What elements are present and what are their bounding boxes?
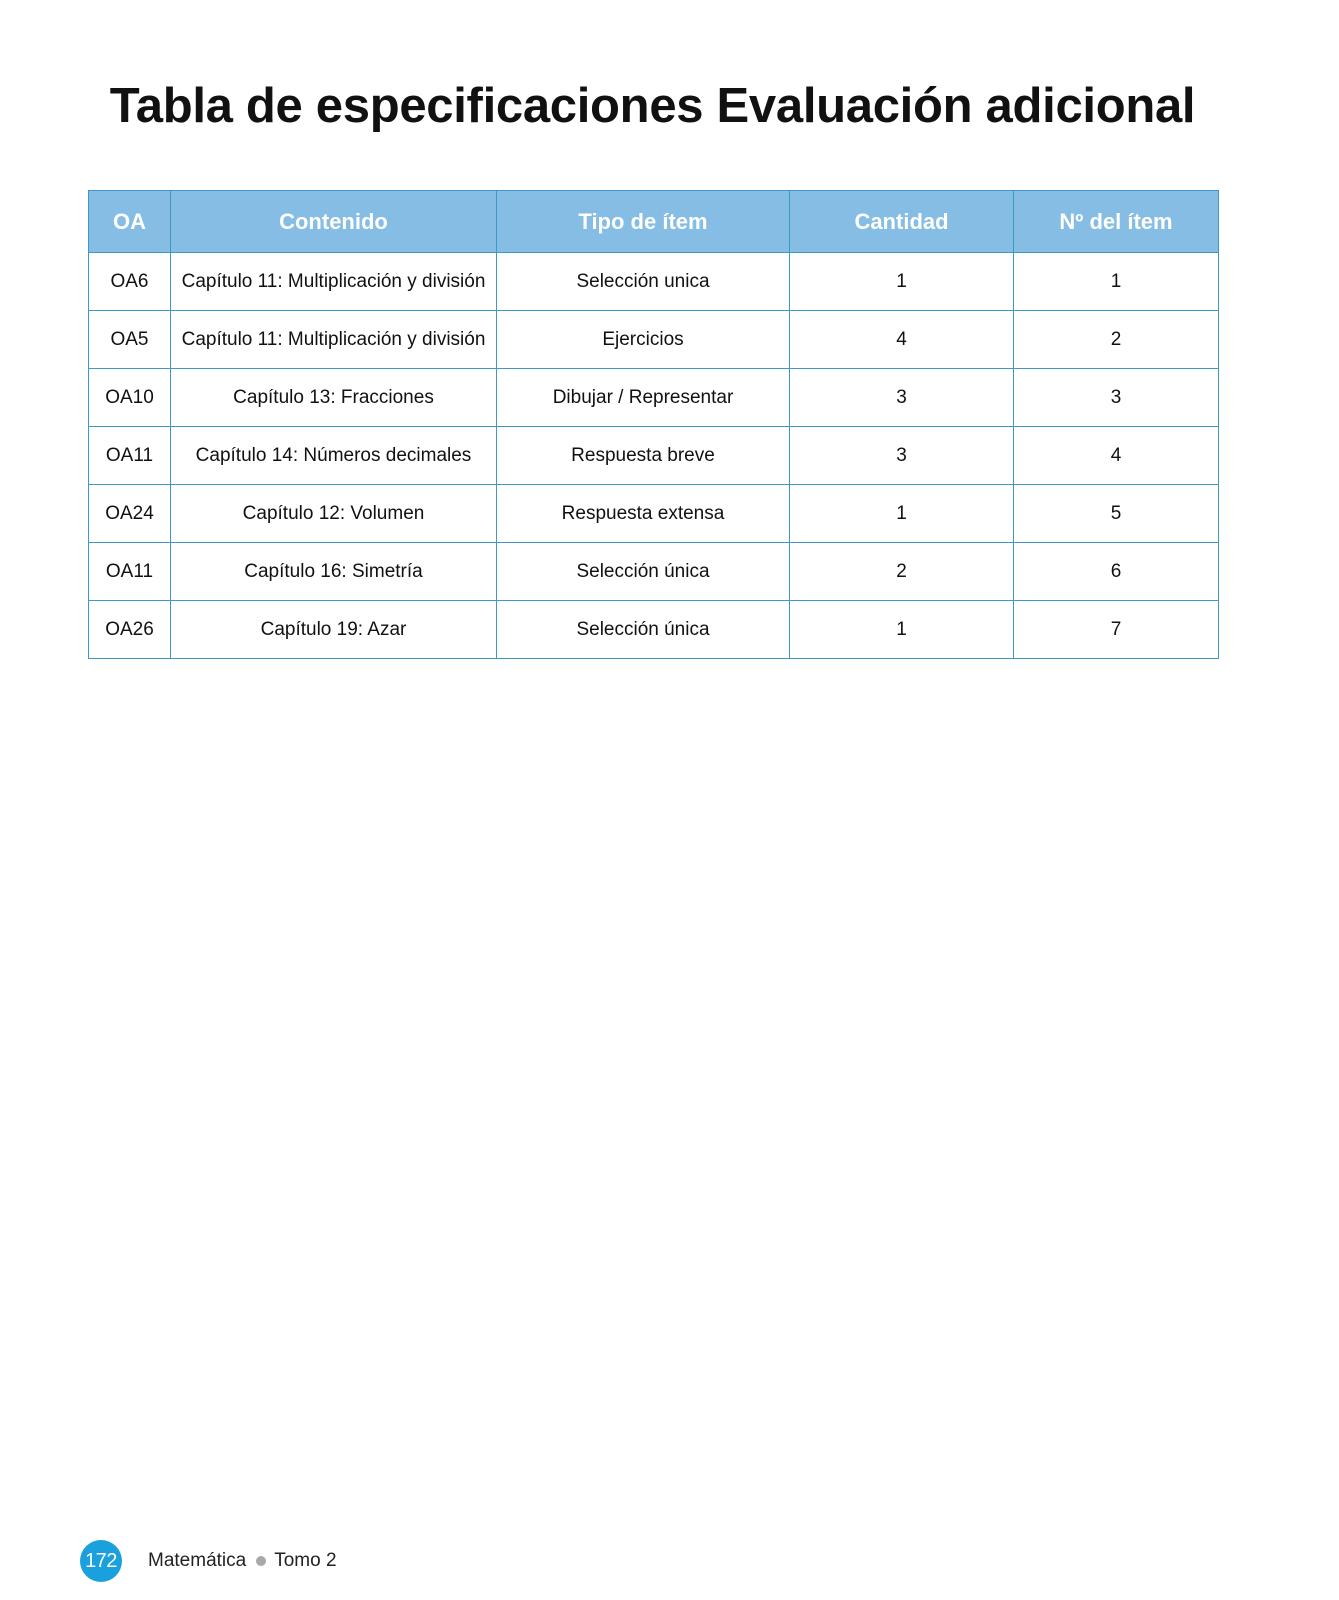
cell-contenido: Capítulo 12: Volumen bbox=[171, 485, 497, 543]
table-row bbox=[89, 543, 1219, 601]
column-header-cantidad: Cantidad bbox=[790, 191, 1014, 253]
cell-tipo-de-item: Selección única bbox=[497, 601, 790, 659]
cell-numero-item: 1 bbox=[1014, 253, 1219, 311]
specifications-table bbox=[88, 190, 1219, 659]
cell-contenido: Capítulo 19: Azar bbox=[171, 601, 497, 659]
cell-oa: OA11 bbox=[89, 543, 171, 601]
cell-numero-item: 7 bbox=[1014, 601, 1219, 659]
cell-oa: OA26 bbox=[89, 601, 171, 659]
cell-numero-item: 5 bbox=[1014, 485, 1219, 543]
table-row bbox=[89, 427, 1219, 485]
page-title: Tabla de especificaciones Evaluación adicional bbox=[109, 79, 1196, 133]
cell-oa: OA6 bbox=[89, 253, 171, 311]
cell-cantidad: 1 bbox=[790, 601, 1014, 659]
cell-tipo-de-item: Respuesta breve bbox=[497, 427, 790, 485]
column-header-numero-item: Nº del ítem bbox=[1014, 191, 1219, 253]
cell-oa: OA5 bbox=[89, 311, 171, 369]
table-row bbox=[89, 601, 1219, 659]
cell-numero-item: 4 bbox=[1014, 427, 1219, 485]
cell-tipo-de-item: Selección única bbox=[497, 543, 790, 601]
cell-oa: OA11 bbox=[89, 427, 171, 485]
cell-contenido: Capítulo 16: Simetría bbox=[171, 543, 497, 601]
cell-cantidad: 4 bbox=[790, 311, 1014, 369]
column-header-contenido: Contenido bbox=[171, 191, 497, 253]
cell-tipo-de-item: Ejercicios bbox=[497, 311, 790, 369]
table-row bbox=[89, 485, 1219, 543]
cell-contenido: Capítulo 11: Multiplicación y división bbox=[171, 311, 497, 369]
cell-cantidad: 2 bbox=[790, 543, 1014, 601]
cell-oa: OA24 bbox=[89, 485, 171, 543]
footer-volume: Tomo 2 bbox=[274, 1550, 337, 1571]
cell-oa: OA10 bbox=[89, 369, 171, 427]
page-number-badge: 172 bbox=[80, 1540, 122, 1582]
cell-cantidad: 1 bbox=[790, 485, 1014, 543]
cell-cantidad: 3 bbox=[790, 427, 1014, 485]
cell-cantidad: 1 bbox=[790, 253, 1014, 311]
cell-numero-item: 3 bbox=[1014, 369, 1219, 427]
cell-cantidad: 3 bbox=[790, 369, 1014, 427]
cell-numero-item: 6 bbox=[1014, 543, 1219, 601]
table-row bbox=[89, 369, 1219, 427]
cell-tipo-de-item: Dibujar / Representar bbox=[497, 369, 790, 427]
cell-contenido: Capítulo 11: Multiplicación y división bbox=[171, 253, 497, 311]
cell-tipo-de-item: Selección unica bbox=[497, 253, 790, 311]
column-header-oa: OA bbox=[89, 191, 171, 253]
cell-contenido: Capítulo 14: Números decimales bbox=[171, 427, 497, 485]
cell-tipo-de-item: Respuesta extensa bbox=[497, 485, 790, 543]
table-row bbox=[89, 311, 1219, 369]
separator-dot-icon bbox=[256, 1556, 266, 1566]
table-row bbox=[89, 253, 1219, 311]
footer-subject: Matemática bbox=[148, 1550, 247, 1571]
cell-numero-item: 2 bbox=[1014, 311, 1219, 369]
column-header-tipo-de-item: Tipo de ítem bbox=[497, 191, 790, 253]
page-footer bbox=[80, 1540, 337, 1582]
table-header-row bbox=[89, 191, 1219, 253]
cell-contenido: Capítulo 13: Fracciones bbox=[171, 369, 497, 427]
